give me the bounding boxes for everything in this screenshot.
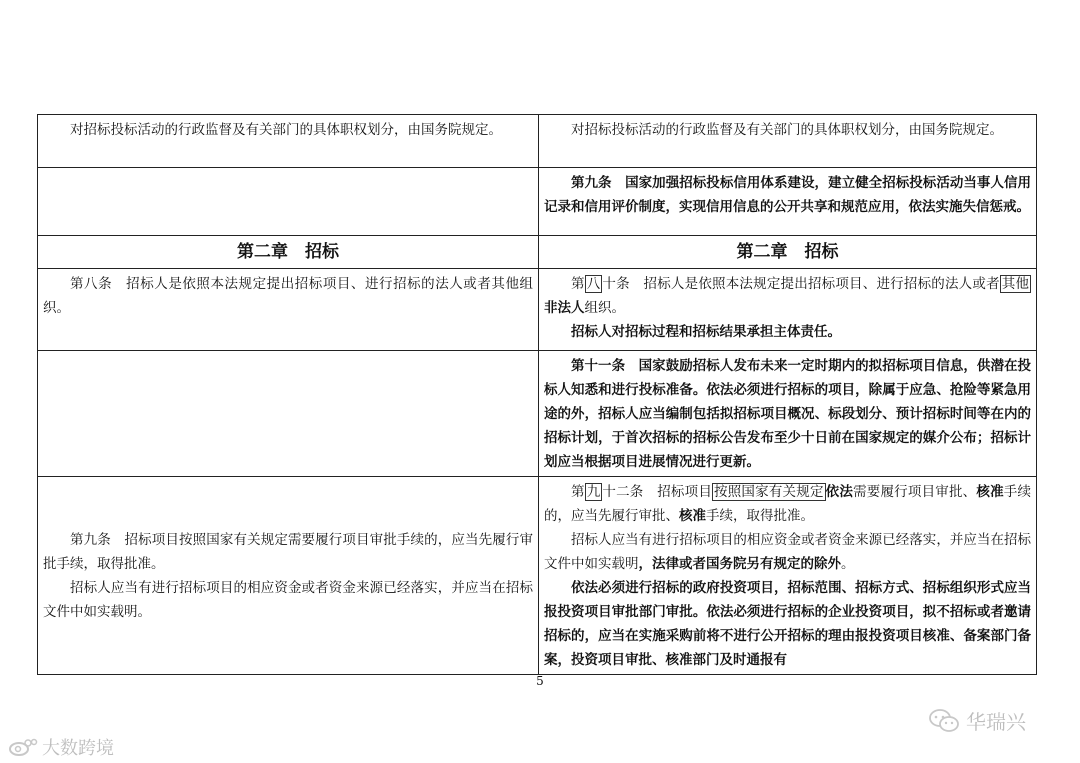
revision-bold: 非法人: [544, 300, 585, 316]
revision-bold: 核准: [976, 484, 1004, 500]
paragraph: 第八条 招标人是依照本法规定提出招标项目、进行招标的法人或者其他组织。: [43, 276, 533, 316]
chapter-heading-left: 第二章 招标: [38, 236, 539, 269]
watermark-right: [928, 706, 1026, 735]
watermark-left-text: 大数跨境: [42, 738, 114, 759]
table-row: [38, 168, 1037, 236]
page-number: 5: [536, 674, 544, 688]
right-cell: [539, 351, 1037, 477]
left-cell-empty: [38, 351, 539, 477]
right-cell: [539, 168, 1037, 236]
watermark-left: [8, 734, 114, 760]
paragraph: 第九条 招标项目按照国家有关规定需要履行项目审批手续的，应当先履行审批手续，取得批准。: [43, 532, 533, 572]
right-cell: [539, 115, 1037, 168]
paragraph: 第 九 十二条 招标项目 按照国家有关规定 依法需要履行项目审批、核准手续的，应当先履行审批、核准手续，取得批准。: [544, 484, 1031, 524]
paragraph: 招标人应当有进行招标项目的相应资金或者资金来源已经落实，并应当在招标文件中如实载明。: [43, 580, 533, 620]
chapter-heading-row: [38, 236, 1037, 269]
weibo-logo-icon: [8, 737, 38, 757]
paragraph: 依法必须进行招标的政府投资项目，招标范围、招标方式、招标组织形式应当报投资项目审批部门审批。依法必须进行招标的企业投资项目，拟不招标或者邀请招标的，应当在实施采购前将不进行公开招标的理由报投资项目核准、备案部门备案，投资项目审批、核准部门及时通报有: [544, 580, 1031, 668]
paragraph: 第十一条 国家鼓励招标人发布未来一定时期内的拟招标项目信息，供潜在投标人知悉和进行投标准备。依法必须进行招标的项目，除属于应急、抢险等紧急用途的外，招标人应当编制包括拟招标项目概况、标段划分、预计招标时间等在内的招标计划，于首次招标的招标公告发布至少十日前在国家规定的媒介公布；招标计划应当根据项目进展情况进行更新。: [544, 358, 1031, 470]
paragraph: 第九条 国家加强招标投标信用体系建设，建立健全招标投标活动当事人信用记录和信用评价制度，实现信用信息的公开共享和规范应用，依法实施失信惩戒。: [544, 175, 1031, 215]
left-cell: [38, 115, 539, 168]
chapter-heading-right: 第二章 招标: [539, 236, 1037, 269]
revision-box: 九: [586, 484, 601, 500]
table-row: [38, 477, 1037, 675]
revision-box: 其他: [1001, 276, 1029, 292]
revision-bold: 核准: [679, 508, 706, 524]
left-cell-empty: [38, 168, 539, 236]
paragraph: 对招标投标活动的行政监督及有关部门的具体职权划分，由国务院规定。: [571, 122, 1003, 138]
paragraph: 对招标投标活动的行政监督及有关部门的具体职权划分，由国务院规定。: [70, 122, 502, 138]
left-cell: [38, 477, 539, 675]
revision-box: 按照国家有关规定: [714, 484, 824, 500]
table-row: [38, 269, 1037, 351]
right-cell: [539, 477, 1037, 675]
table-row: [38, 351, 1037, 477]
watermark-right-text: 华瑞兴: [966, 710, 1026, 734]
revision-bold: ，法律或者国务院另有规定的除外: [638, 556, 841, 572]
comparison-table: [37, 114, 1037, 675]
table-row: [38, 115, 1037, 168]
paragraph: 第 八 十条 招标人是依照本法规定提出招标项目、进行招标的法人或者 其他非法人组织。: [544, 276, 1029, 316]
revision-box: 八: [586, 276, 601, 292]
paragraph: 招标人对招标过程和招标结果承担主体责任。: [571, 324, 841, 340]
left-cell: [38, 269, 539, 351]
wechat-logo-icon: [928, 708, 960, 734]
paragraph: 招标人应当有进行招标项目的相应资金或者资金来源已经落实，并应当在招标文件中如实载明，法律或者国务院另有规定的除外。: [544, 532, 1031, 572]
right-cell: [539, 269, 1037, 351]
revision-bold: 依法: [825, 484, 854, 500]
